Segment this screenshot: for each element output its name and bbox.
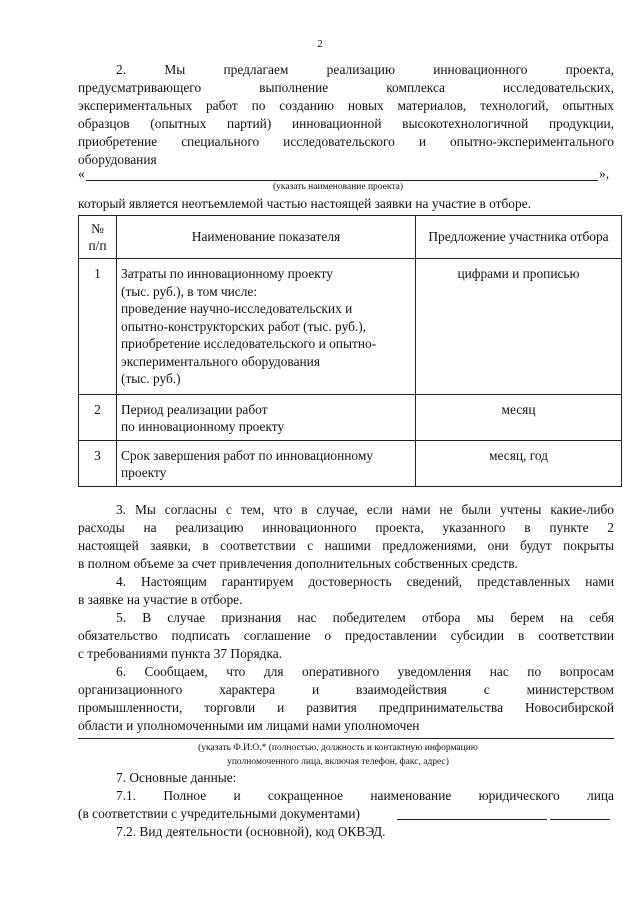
- paragraph-2-line: приобретение специального исследовательского и опытно-экспериментального: [78, 134, 614, 149]
- paragraph-3-line: настоящей заявки, в соответствии с нашими предложениями, они будут покрыты: [78, 538, 614, 553]
- indicators-table: [78, 215, 622, 487]
- paragraph-6-line: области и уполномоченными им лицами нами уполномочен: [78, 718, 420, 733]
- table-header-row: [79, 216, 622, 259]
- contact-hint-line: (указать Ф.И.О.* (полностью, должность и контактную информацию: [198, 743, 478, 753]
- paragraph-2-line: образцов (опытных партий) инновационной высокотехнологичной продукции,: [78, 116, 614, 131]
- table-row: [79, 440, 622, 486]
- row-number: 1: [79, 259, 117, 395]
- paragraph-2-line: 2. Мы предлагаем реализацию инновационного проекта,: [116, 62, 614, 77]
- row-proposal-value[interactable]: месяц: [416, 394, 622, 440]
- contact-hint-line: уполномоченного лица, включая телефон, факс, адрес): [227, 757, 449, 767]
- paragraph-5-line: обязательство подписать соглашение о предоставлении субсидии в соответствии: [78, 628, 614, 643]
- page-number: 2: [317, 38, 323, 50]
- table-row: [79, 259, 622, 395]
- row-number: 2: [79, 394, 117, 440]
- table-row: [79, 394, 622, 440]
- paragraph-3-line: в полном объеме за счет привлечения дополнительных собственных средств.: [78, 556, 518, 571]
- paragraph-3-line: 3. Мы согласны с тем, что в случае, если нами не были учтены какие-либо: [116, 502, 614, 517]
- row-indicator: Период реализации работ по инновационному проекту: [117, 394, 416, 440]
- paragraph-2-line: оборудования: [78, 152, 157, 167]
- paragraph-6-line: промышленности, торговли и развития предпринимательства Новосибирской: [78, 700, 614, 715]
- project-name-hint: (указать наименование проекта): [272, 182, 404, 192]
- contact-person-blank[interactable]: [78, 738, 614, 739]
- header-indicator: Наименование показателя: [117, 216, 416, 259]
- paragraph-3-line: расходы на реализацию инновационного проекта, указанного в пункте 2: [78, 520, 614, 535]
- paragraph-4-line: в заявке на участие в отборе.: [78, 592, 243, 607]
- close-quote: »,: [599, 166, 610, 181]
- paragraph-6-line: организационного характера и взаимодействия с министерством: [78, 682, 614, 697]
- header-number: № п/п: [79, 216, 117, 259]
- paragraph-7: 7. Основные данные:: [116, 770, 237, 785]
- paragraph-7-1-line: (в соответствии с учредительными документами): [78, 806, 361, 821]
- row-indicator: Затраты по инновационному проекту (тыс. руб.), в том числе: проведение научно-исследовательских и опытно-конструкторских работ (тыс. руб.), приобретение исследовательского и опытно- экспериментального оборудования (тыс. руб.): [117, 259, 416, 395]
- legal-name-full-blank[interactable]: [397, 819, 547, 820]
- row-proposal-value[interactable]: цифрами и прописью: [416, 259, 622, 395]
- paragraph-5-line: с требованиями пункта 37 Порядка.: [78, 646, 283, 661]
- paragraph-4-line: 4. Настоящим гарантируем достоверность сведений, представленных нами: [116, 574, 614, 589]
- legal-name-short-blank[interactable]: [550, 819, 610, 820]
- header-proposal: Предложение участника отбора: [416, 216, 622, 259]
- open-quote: «: [78, 166, 85, 181]
- row-proposal-value[interactable]: месяц, год: [416, 440, 622, 486]
- paragraph-7-1-line: 7.1. Полное и сокращенное наименование юридического лица: [116, 788, 614, 803]
- row-indicator: Срок завершения работ по инновационному проекту: [117, 440, 416, 486]
- paragraph-5-line: 5. В случае признания нас победителем отбора мы берем на себя: [116, 610, 614, 625]
- paragraph-2-line: предусматривающего выполнение комплекса исследовательских,: [78, 80, 614, 95]
- paragraph-2-line: экспериментальных работ по созданию новых материалов, технологий, опытных: [78, 98, 614, 113]
- paragraph-2-tail: который является неотъемлемой частью настоящей заявки на участие в отборе.: [78, 196, 531, 211]
- paragraph-6-line: 6. Сообщаем, что для оперативного уведомления нас по вопросам: [116, 664, 614, 679]
- project-name-blank[interactable]: [86, 180, 598, 181]
- paragraph-7-2: 7.2. Вид деятельности (основной), код ОКВЭД.: [116, 824, 386, 839]
- row-number: 3: [79, 440, 117, 486]
